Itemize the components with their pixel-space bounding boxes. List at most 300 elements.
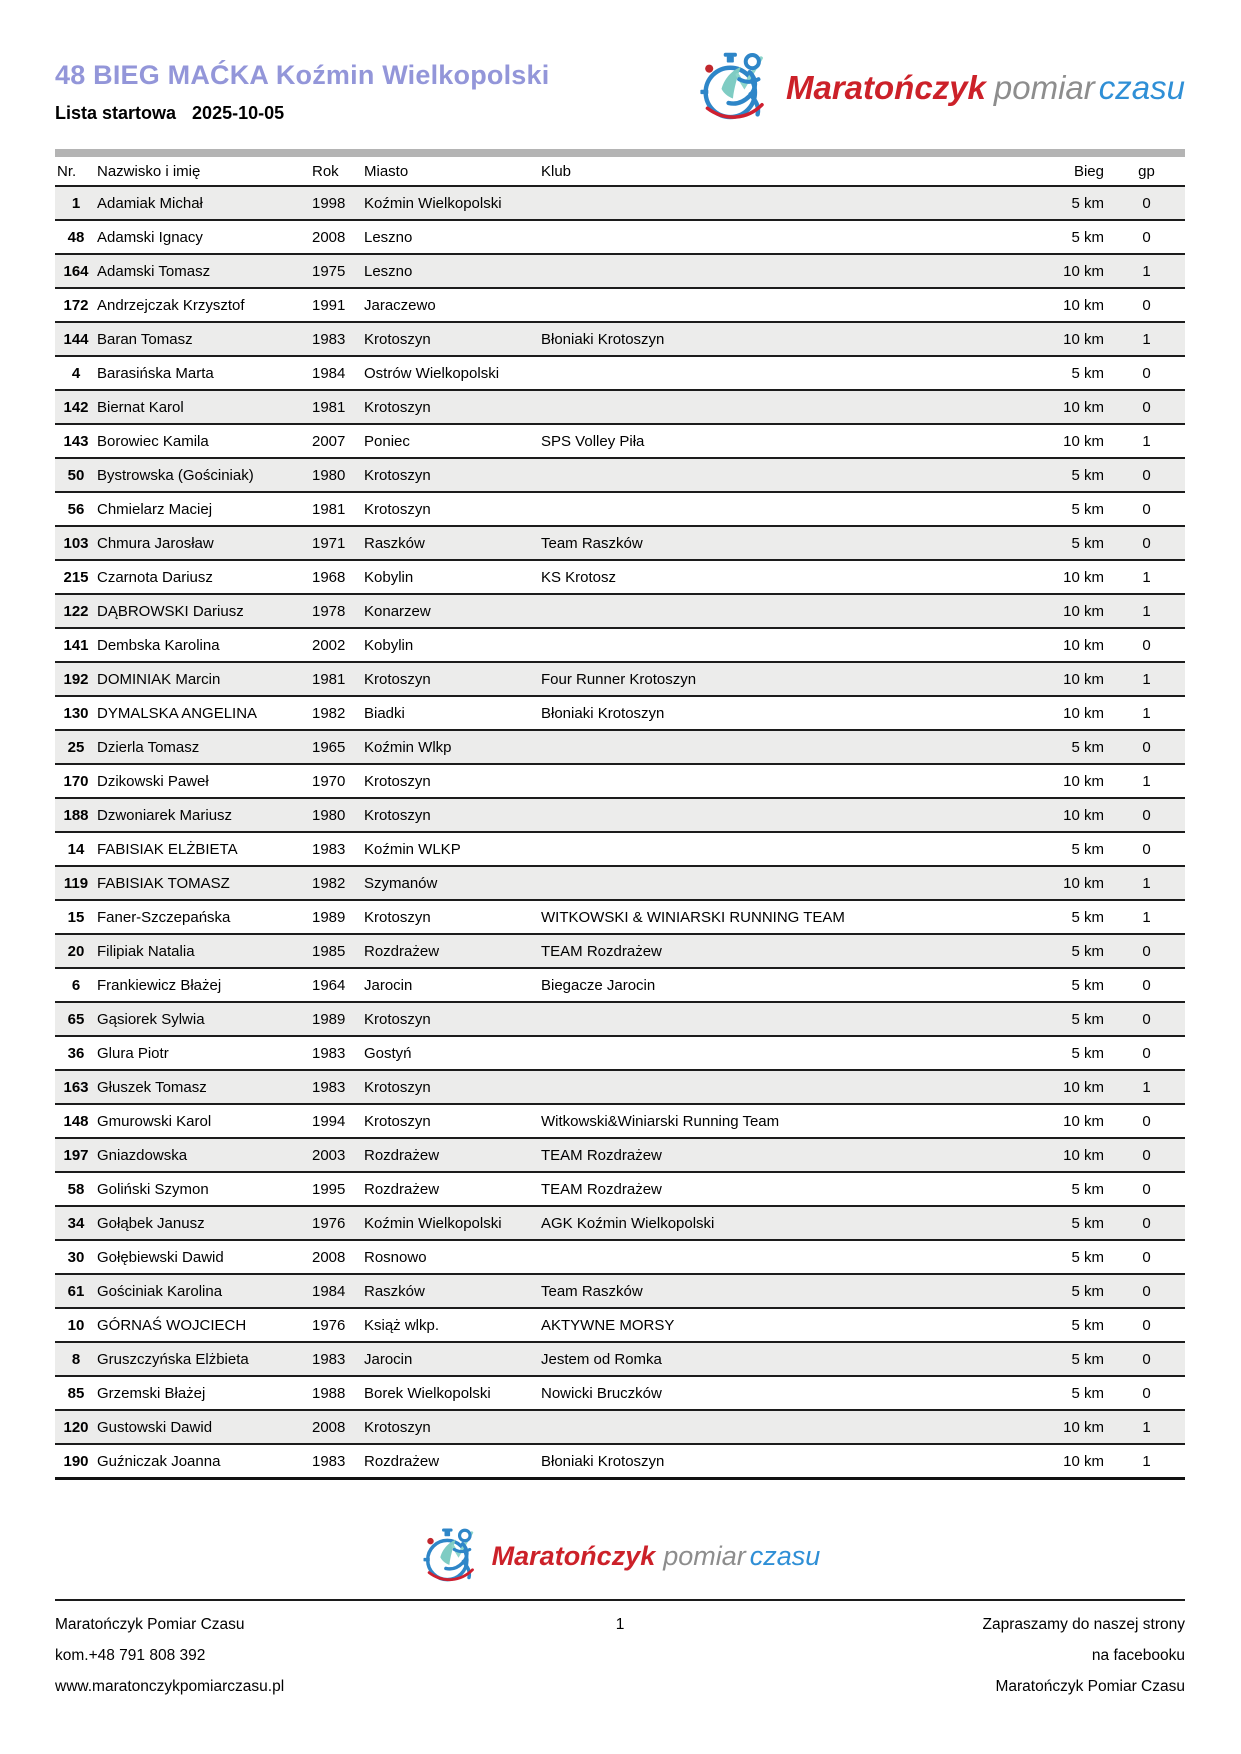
table-row — [55, 1240, 1185, 1274]
cell-birth-year: 2008 — [312, 1410, 364, 1444]
cell-number: 25 — [55, 730, 97, 764]
cell-gp: 1 — [1108, 866, 1185, 900]
table-row — [55, 934, 1185, 968]
cell-city: Krotoszyn — [364, 492, 541, 526]
cell-name: DYMALSKA ANGELINA — [97, 696, 312, 730]
cell-race: 10 km — [998, 1410, 1108, 1444]
cell-club: WITKOWSKI & WINIARSKI RUNNING TEAM — [541, 900, 998, 934]
footer-contact-block — [55, 1609, 590, 1702]
cell-race: 5 km — [998, 934, 1108, 968]
cell-name: Gustowski Dawid — [97, 1410, 312, 1444]
column-header-nr: Nr. — [55, 157, 97, 186]
footer-contact-line-3: www.maratonczykpomiarczasu.pl — [55, 1678, 285, 1695]
cell-club — [541, 288, 998, 322]
footer-logo-wrap — [55, 1526, 1185, 1587]
cell-city: Rozdrażew — [364, 934, 541, 968]
cell-gp: 0 — [1108, 220, 1185, 254]
table-row — [55, 1376, 1185, 1410]
cell-race: 10 km — [998, 662, 1108, 696]
table-row — [55, 1036, 1185, 1070]
stopwatch-runner-icon — [420, 1526, 490, 1587]
cell-city: Koźmin WLKP — [364, 832, 541, 866]
cell-birth-year: 1971 — [312, 526, 364, 560]
cell-birth-year: 1982 — [312, 696, 364, 730]
cell-name: FABISIAK TOMASZ — [97, 866, 312, 900]
cell-birth-year: 1982 — [312, 866, 364, 900]
cell-city: Jaraczewo — [364, 288, 541, 322]
cell-club: SPS Volley Piła — [541, 424, 998, 458]
cell-race: 10 km — [998, 866, 1108, 900]
logo-wordmark-footer — [492, 1541, 821, 1572]
table-row — [55, 220, 1185, 254]
cell-club — [541, 220, 998, 254]
cell-club — [541, 764, 998, 798]
table-row — [55, 1104, 1185, 1138]
cell-number: 164 — [55, 254, 97, 288]
cell-number: 192 — [55, 662, 97, 696]
cell-city: Leszno — [364, 220, 541, 254]
logo-czasu-text: czasu — [749, 1541, 821, 1571]
cell-birth-year: 1995 — [312, 1172, 364, 1206]
cell-city: Kobylin — [364, 628, 541, 662]
cell-city: Borek Wielkopolski — [364, 1376, 541, 1410]
column-header-city: Miasto — [364, 157, 541, 186]
table-row — [55, 730, 1185, 764]
cell-race: 5 km — [998, 526, 1108, 560]
table-row — [55, 560, 1185, 594]
cell-name: DOMINIAK Marcin — [97, 662, 312, 696]
cell-number: 141 — [55, 628, 97, 662]
cell-number: 172 — [55, 288, 97, 322]
cell-number: 15 — [55, 900, 97, 934]
cell-name: Gruszczyńska Elżbieta — [97, 1342, 312, 1376]
cell-race: 10 km — [998, 1104, 1108, 1138]
cell-gp: 0 — [1108, 1342, 1185, 1376]
cell-gp: 0 — [1108, 1036, 1185, 1070]
cell-name: Gmurowski Karol — [97, 1104, 312, 1138]
cell-gp: 1 — [1108, 1444, 1185, 1479]
cell-race: 5 km — [998, 220, 1108, 254]
cell-club: Nowicki Bruczków — [541, 1376, 998, 1410]
table-row — [55, 594, 1185, 628]
table-row — [55, 288, 1185, 322]
title-block — [55, 50, 696, 124]
cell-race: 10 km — [998, 1070, 1108, 1104]
cell-number: 1 — [55, 186, 97, 220]
cell-club — [541, 186, 998, 220]
cell-gp: 1 — [1108, 594, 1185, 628]
cell-birth-year: 1988 — [312, 1376, 364, 1410]
cell-birth-year: 1989 — [312, 900, 364, 934]
logo-pomiar-text: pomiar — [663, 1541, 746, 1571]
cell-race: 10 km — [998, 322, 1108, 356]
cell-gp: 0 — [1108, 1206, 1185, 1240]
cell-city: Rosnowo — [364, 1240, 541, 1274]
cell-club: Witkowski&Winiarski Running Team — [541, 1104, 998, 1138]
cell-race: 10 km — [998, 1444, 1108, 1479]
cell-gp: 0 — [1108, 458, 1185, 492]
cell-birth-year: 1998 — [312, 186, 364, 220]
table-row — [55, 662, 1185, 696]
cell-gp: 0 — [1108, 1138, 1185, 1172]
cell-number: 58 — [55, 1172, 97, 1206]
cell-city: Gostyń — [364, 1036, 541, 1070]
cell-name: Gąsiorek Sylwia — [97, 1002, 312, 1036]
cell-race: 5 km — [998, 1342, 1108, 1376]
cell-race: 10 km — [998, 764, 1108, 798]
cell-club: AKTYWNE MORSY — [541, 1308, 998, 1342]
cell-club — [541, 866, 998, 900]
cell-birth-year: 1991 — [312, 288, 364, 322]
cell-city: Krotoszyn — [364, 1104, 541, 1138]
cell-gp: 0 — [1108, 526, 1185, 560]
cell-club — [541, 798, 998, 832]
cell-birth-year: 2008 — [312, 220, 364, 254]
cell-race: 5 km — [998, 1308, 1108, 1342]
cell-city: Krotoszyn — [364, 1410, 541, 1444]
cell-name: Dzikowski Paweł — [97, 764, 312, 798]
cell-number: 170 — [55, 764, 97, 798]
cell-club — [541, 594, 998, 628]
cell-name: Głuszek Tomasz — [97, 1070, 312, 1104]
cell-birth-year: 2007 — [312, 424, 364, 458]
cell-name: Baran Tomasz — [97, 322, 312, 356]
table-row — [55, 1444, 1185, 1479]
table-row — [55, 1002, 1185, 1036]
cell-race: 5 km — [998, 458, 1108, 492]
cell-name: Bystrowska (Gościniak) — [97, 458, 312, 492]
cell-birth-year: 1981 — [312, 662, 364, 696]
cell-club: Team Raszków — [541, 526, 998, 560]
cell-club — [541, 356, 998, 390]
cell-gp: 1 — [1108, 1070, 1185, 1104]
cell-number: 163 — [55, 1070, 97, 1104]
cell-name: Grzemski Błażej — [97, 1376, 312, 1410]
cell-club — [541, 730, 998, 764]
cell-club: TEAM Rozdrażew — [541, 1172, 998, 1206]
cell-gp: 1 — [1108, 254, 1185, 288]
table-row — [55, 458, 1185, 492]
cell-number: 50 — [55, 458, 97, 492]
cell-name: Faner-Szczepańska — [97, 900, 312, 934]
column-header-gp: gp — [1108, 157, 1185, 186]
cell-name: GÓRNAŚ WOJCIECH — [97, 1308, 312, 1342]
cell-race: 5 km — [998, 1274, 1108, 1308]
table-row — [55, 832, 1185, 866]
cell-name: Adamski Ignacy — [97, 220, 312, 254]
cell-race: 5 km — [998, 1240, 1108, 1274]
cell-number: 48 — [55, 220, 97, 254]
table-row — [55, 1274, 1185, 1308]
cell-number: 65 — [55, 1002, 97, 1036]
cell-name: Gołębiewski Dawid — [97, 1240, 312, 1274]
cell-race: 10 km — [998, 254, 1108, 288]
cell-number: 6 — [55, 968, 97, 1002]
cell-name: Dzwoniarek Mariusz — [97, 798, 312, 832]
cell-number: 215 — [55, 560, 97, 594]
cell-birth-year: 1970 — [312, 764, 364, 798]
cell-birth-year: 1983 — [312, 322, 364, 356]
table-row — [55, 628, 1185, 662]
cell-name: DĄBROWSKI Dariusz — [97, 594, 312, 628]
cell-club — [541, 458, 998, 492]
cell-gp: 0 — [1108, 968, 1185, 1002]
cell-number: 144 — [55, 322, 97, 356]
cell-club — [541, 1410, 998, 1444]
cell-club — [541, 1070, 998, 1104]
cell-race: 5 km — [998, 900, 1108, 934]
cell-number: 190 — [55, 1444, 97, 1479]
table-row — [55, 1342, 1185, 1376]
logo-czasu-text: czasu — [1098, 69, 1185, 106]
cell-name: Glura Piotr — [97, 1036, 312, 1070]
cell-birth-year: 1994 — [312, 1104, 364, 1138]
cell-club — [541, 1002, 998, 1036]
cell-birth-year: 1984 — [312, 1274, 364, 1308]
logo-pomiar-text: pomiar — [993, 69, 1095, 106]
cell-number: 4 — [55, 356, 97, 390]
cell-city: Biadki — [364, 696, 541, 730]
cell-race: 5 km — [998, 356, 1108, 390]
cell-race: 10 km — [998, 390, 1108, 424]
cell-club — [541, 390, 998, 424]
table-row — [55, 1206, 1185, 1240]
cell-club — [541, 1240, 998, 1274]
cell-number: 130 — [55, 696, 97, 730]
cell-number: 119 — [55, 866, 97, 900]
cell-race: 10 km — [998, 594, 1108, 628]
cell-gp: 1 — [1108, 662, 1185, 696]
cell-birth-year: 1976 — [312, 1308, 364, 1342]
column-header-year: Rok — [312, 157, 364, 186]
cell-name: Gościniak Karolina — [97, 1274, 312, 1308]
logo-brand-text: Maratończyk — [491, 1541, 656, 1571]
cell-race: 5 km — [998, 1036, 1108, 1070]
table-row — [55, 1138, 1185, 1172]
start-list-table — [55, 157, 1185, 1480]
cell-name: Adamiak Michał — [97, 186, 312, 220]
cell-gp: 1 — [1108, 900, 1185, 934]
cell-gp: 0 — [1108, 1308, 1185, 1342]
cell-city: Książ wlkp. — [364, 1308, 541, 1342]
cell-race: 5 km — [998, 1172, 1108, 1206]
footer-social-block — [650, 1609, 1185, 1702]
cell-city: Rozdrażew — [364, 1444, 541, 1479]
cell-city: Krotoszyn — [364, 390, 541, 424]
cell-birth-year: 1983 — [312, 1444, 364, 1479]
cell-gp: 0 — [1108, 798, 1185, 832]
cell-city: Krotoszyn — [364, 662, 541, 696]
cell-name: FABISIAK ELŻBIETA — [97, 832, 312, 866]
cell-city: Raszków — [364, 526, 541, 560]
cell-birth-year: 1980 — [312, 458, 364, 492]
cell-gp: 1 — [1108, 424, 1185, 458]
cell-name: Adamski Tomasz — [97, 254, 312, 288]
cell-city: Jarocin — [364, 1342, 541, 1376]
cell-gp: 0 — [1108, 1172, 1185, 1206]
cell-gp: 0 — [1108, 186, 1185, 220]
cell-club: Four Runner Krotoszyn — [541, 662, 998, 696]
footer-social-line-1: Zapraszamy do naszej strony — [982, 1616, 1185, 1633]
cell-club — [541, 832, 998, 866]
cell-number: 188 — [55, 798, 97, 832]
cell-birth-year: 1985 — [312, 934, 364, 968]
table-row — [55, 866, 1185, 900]
cell-race: 10 km — [998, 288, 1108, 322]
logo-brand-text: Maratończyk — [786, 69, 986, 106]
cell-city: Krotoszyn — [364, 764, 541, 798]
cell-city: Poniec — [364, 424, 541, 458]
cell-race: 10 km — [998, 560, 1108, 594]
cell-name: Dembska Karolina — [97, 628, 312, 662]
footer-rule — [55, 1599, 1185, 1601]
cell-number: 85 — [55, 1376, 97, 1410]
cell-name: Chmura Jarosław — [97, 526, 312, 560]
footer-contact-line-1: Maratończyk Pomiar Czasu — [55, 1616, 245, 1633]
page-header — [55, 50, 1185, 126]
maratonczyk-logo — [696, 50, 1185, 126]
cell-race: 5 km — [998, 1376, 1108, 1410]
table-row — [55, 900, 1185, 934]
cell-city: Kobylin — [364, 560, 541, 594]
cell-birth-year: 1984 — [312, 356, 364, 390]
table-row — [55, 764, 1185, 798]
cell-name: Guźniczak Joanna — [97, 1444, 312, 1479]
cell-club: AGK Koźmin Wielkopolski — [541, 1206, 998, 1240]
cell-race: 5 km — [998, 1206, 1108, 1240]
cell-city: Rozdrażew — [364, 1172, 541, 1206]
cell-city: Koźmin Wielkopolski — [364, 186, 541, 220]
cell-race: 10 km — [998, 798, 1108, 832]
cell-race: 10 km — [998, 696, 1108, 730]
cell-race: 10 km — [998, 1138, 1108, 1172]
cell-birth-year: 1976 — [312, 1206, 364, 1240]
cell-city: Rozdrażew — [364, 1138, 541, 1172]
cell-club: Błoniaki Krotoszyn — [541, 696, 998, 730]
cell-name: Goliński Szymon — [97, 1172, 312, 1206]
cell-city: Raszków — [364, 1274, 541, 1308]
cell-birth-year: 1968 — [312, 560, 364, 594]
cell-birth-year: 2002 — [312, 628, 364, 662]
cell-club — [541, 628, 998, 662]
cell-name: Dzierla Tomasz — [97, 730, 312, 764]
cell-number: 122 — [55, 594, 97, 628]
table-row — [55, 356, 1185, 390]
cell-number: 148 — [55, 1104, 97, 1138]
cell-birth-year: 1975 — [312, 254, 364, 288]
page-title: 48 BIEG MAĆKA Koźmin Wielkopolski — [55, 60, 550, 90]
cell-number: 20 — [55, 934, 97, 968]
cell-gp: 1 — [1108, 560, 1185, 594]
footer-contact-line-2: kom.+48 791 808 392 — [55, 1647, 206, 1664]
cell-club: KS Krotosz — [541, 560, 998, 594]
cell-city: Koźmin Wielkopolski — [364, 1206, 541, 1240]
cell-city: Jarocin — [364, 968, 541, 1002]
logo-wordmark — [786, 69, 1185, 107]
cell-number: 30 — [55, 1240, 97, 1274]
cell-race: 5 km — [998, 186, 1108, 220]
cell-number: 8 — [55, 1342, 97, 1376]
table-header-row — [55, 157, 1185, 186]
list-subtitle — [55, 103, 696, 124]
cell-number: 120 — [55, 1410, 97, 1444]
cell-number: 34 — [55, 1206, 97, 1240]
cell-birth-year: 1983 — [312, 1070, 364, 1104]
cell-gp: 1 — [1108, 764, 1185, 798]
table-row — [55, 322, 1185, 356]
cell-number: 142 — [55, 390, 97, 424]
cell-birth-year: 1981 — [312, 390, 364, 424]
cell-race: 10 km — [998, 424, 1108, 458]
column-header-bieg: Bieg — [998, 157, 1108, 186]
table-row — [55, 1308, 1185, 1342]
start-list-body — [55, 186, 1185, 1479]
cell-city: Konarzew — [364, 594, 541, 628]
cell-name: Borowiec Kamila — [97, 424, 312, 458]
page-number: 1 — [615, 1616, 625, 1633]
cell-name: Filipiak Natalia — [97, 934, 312, 968]
column-header-name: Nazwisko i imię — [97, 157, 312, 186]
cell-city: Leszno — [364, 254, 541, 288]
table-row — [55, 424, 1185, 458]
cell-city: Ostrów Wielkopolski — [364, 356, 541, 390]
cell-number: 36 — [55, 1036, 97, 1070]
cell-race: 5 km — [998, 1002, 1108, 1036]
cell-city: Szymanów — [364, 866, 541, 900]
column-header-club: Klub — [541, 157, 998, 186]
cell-city: Koźmin Wlkp — [364, 730, 541, 764]
footer-social-line-2: na facebooku — [1091, 1647, 1185, 1664]
cell-birth-year: 1989 — [312, 1002, 364, 1036]
table-row — [55, 254, 1185, 288]
cell-number: 10 — [55, 1308, 97, 1342]
table-row — [55, 798, 1185, 832]
cell-birth-year: 1981 — [312, 492, 364, 526]
cell-gp: 0 — [1108, 832, 1185, 866]
cell-race: 5 km — [998, 968, 1108, 1002]
cell-name: Chmielarz Maciej — [97, 492, 312, 526]
maratonczyk-logo-footer — [420, 1526, 821, 1587]
cell-birth-year: 2003 — [312, 1138, 364, 1172]
table-row — [55, 1410, 1185, 1444]
table-row — [55, 696, 1185, 730]
cell-number: 197 — [55, 1138, 97, 1172]
stopwatch-runner-icon — [696, 50, 784, 126]
cell-gp: 0 — [1108, 1376, 1185, 1410]
cell-gp: 0 — [1108, 1002, 1185, 1036]
cell-gp: 1 — [1108, 696, 1185, 730]
cell-gp: 0 — [1108, 492, 1185, 526]
cell-number: 14 — [55, 832, 97, 866]
cell-club — [541, 1036, 998, 1070]
cell-name: Biernat Karol — [97, 390, 312, 424]
cell-gp: 0 — [1108, 356, 1185, 390]
cell-club: Jestem od Romka — [541, 1342, 998, 1376]
page-footer — [55, 1609, 1185, 1702]
cell-race: 5 km — [998, 730, 1108, 764]
cell-birth-year: 1980 — [312, 798, 364, 832]
table-row — [55, 1172, 1185, 1206]
cell-race: 10 km — [998, 628, 1108, 662]
cell-name: Gołąbek Janusz — [97, 1206, 312, 1240]
footer-social-line-3: Maratończyk Pomiar Czasu — [995, 1678, 1185, 1695]
cell-gp: 0 — [1108, 628, 1185, 662]
cell-club: Team Raszków — [541, 1274, 998, 1308]
cell-gp: 0 — [1108, 390, 1185, 424]
cell-birth-year: 1964 — [312, 968, 364, 1002]
cell-club: Biegacze Jarocin — [541, 968, 998, 1002]
cell-birth-year: 1983 — [312, 832, 364, 866]
